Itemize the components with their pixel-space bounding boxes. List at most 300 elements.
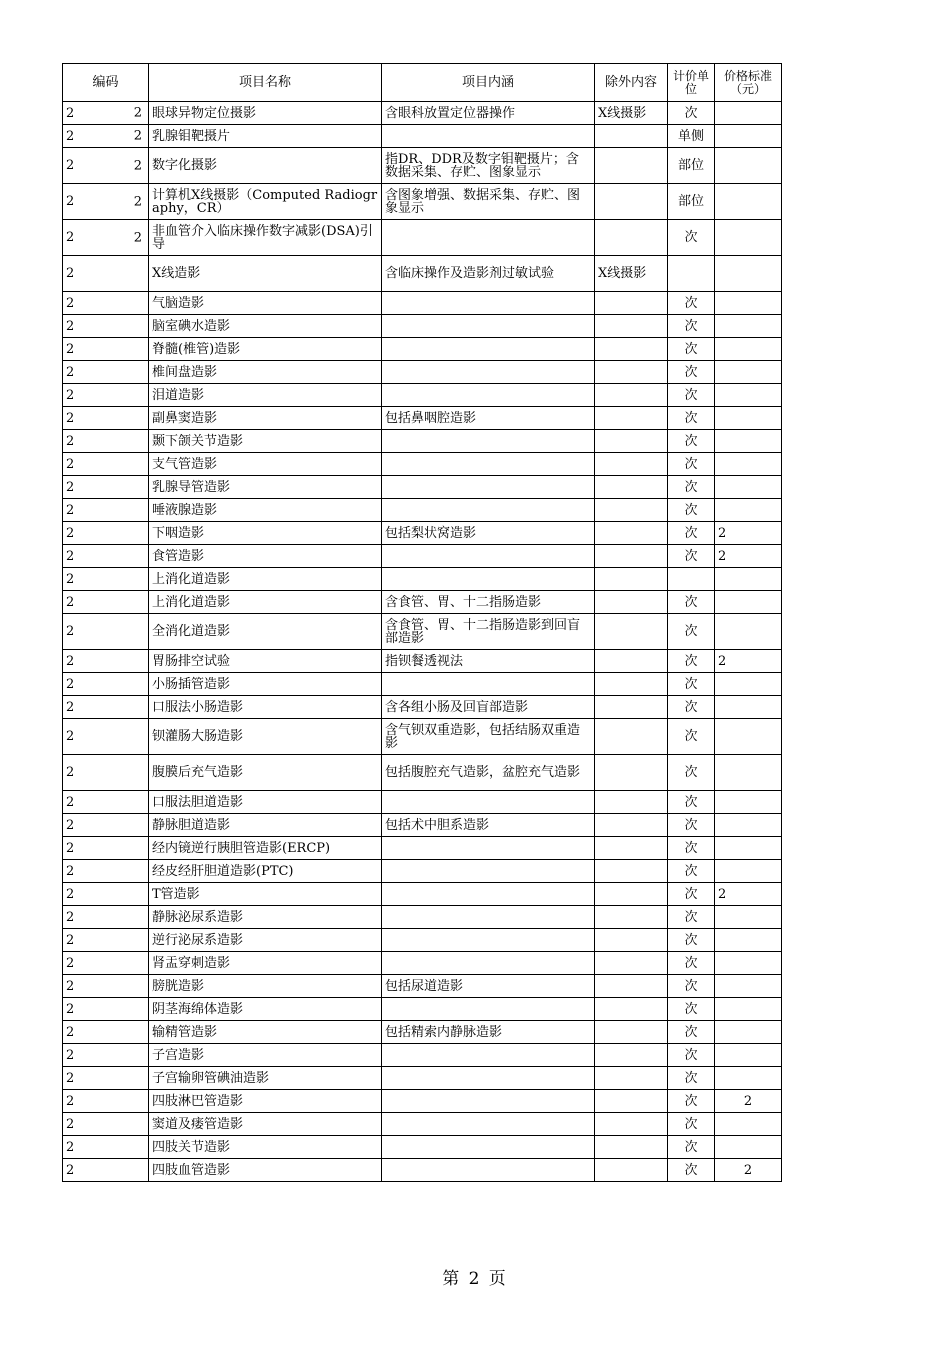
cell-exclusion bbox=[595, 338, 668, 361]
cell-content bbox=[382, 906, 595, 929]
cell-code bbox=[63, 1067, 149, 1090]
cell-name: 子宫输卵管碘油造影 bbox=[149, 1067, 382, 1090]
cell-price: 2 bbox=[715, 522, 782, 545]
cell-exclusion bbox=[595, 1113, 668, 1136]
cell-content bbox=[382, 430, 595, 453]
cell-price bbox=[715, 125, 782, 148]
cell-name: 食管造影 bbox=[149, 545, 382, 568]
table-row bbox=[63, 499, 782, 522]
cell-content bbox=[382, 860, 595, 883]
cell-exclusion bbox=[595, 476, 668, 499]
table-row bbox=[63, 591, 782, 614]
cell-price bbox=[715, 407, 782, 430]
cell-exclusion bbox=[595, 292, 668, 315]
cell-price bbox=[715, 1021, 782, 1044]
table-row bbox=[63, 755, 782, 791]
cell-price bbox=[715, 1113, 782, 1136]
cell-content bbox=[382, 673, 595, 696]
cell-name: 支气管造影 bbox=[149, 453, 382, 476]
cell-unit: 次 bbox=[668, 906, 715, 929]
code-part-a: 2 bbox=[66, 410, 75, 426]
cell-name: 逆行泌尿系造影 bbox=[149, 929, 382, 952]
cell-content bbox=[382, 361, 595, 384]
cell-exclusion bbox=[595, 929, 668, 952]
cell-content bbox=[382, 315, 595, 338]
cell-code bbox=[63, 148, 149, 184]
cell-name: 经皮经肝胆道造影(PTC) bbox=[149, 860, 382, 883]
cell-exclusion bbox=[595, 384, 668, 407]
cell-name: 上消化道造影 bbox=[149, 591, 382, 614]
cell-content bbox=[382, 125, 595, 148]
table-row bbox=[63, 650, 782, 673]
cell-content: 含图象增强、数据采集、存贮、图象显示 bbox=[382, 184, 595, 220]
code-part-a: 2 bbox=[66, 1047, 75, 1063]
table-row bbox=[63, 860, 782, 883]
cell-name: 口服法胆道造影 bbox=[149, 791, 382, 814]
cell-unit: 次 bbox=[668, 650, 715, 673]
cell-content bbox=[382, 453, 595, 476]
cell-unit: 部位 bbox=[668, 148, 715, 184]
cell-name: 乳腺钼靶摄片 bbox=[149, 125, 382, 148]
code-part-a: 2 bbox=[66, 909, 75, 925]
cell-content bbox=[382, 499, 595, 522]
code-part-a: 2 bbox=[66, 571, 75, 587]
cell-content: 包括尿道造影 bbox=[382, 975, 595, 998]
cell-unit bbox=[668, 256, 715, 292]
cell-name: 肾盂穿刺造影 bbox=[149, 952, 382, 975]
cell-exclusion bbox=[595, 673, 668, 696]
cell-code bbox=[63, 814, 149, 837]
cell-name: 数字化摄影 bbox=[149, 148, 382, 184]
cell-price bbox=[715, 315, 782, 338]
cell-unit: 次 bbox=[668, 1136, 715, 1159]
cell-content: 指DR、DDR及数字钼靶摄片；含数据采集、存贮、图象显示 bbox=[382, 148, 595, 184]
cell-price bbox=[715, 906, 782, 929]
cell-name: 非血管介入临床操作数字减影(DSA)引导 bbox=[149, 220, 382, 256]
cell-name: 静脉泌尿系造影 bbox=[149, 906, 382, 929]
table-row bbox=[63, 545, 782, 568]
table-row bbox=[63, 614, 782, 650]
cell-code bbox=[63, 338, 149, 361]
cell-code bbox=[63, 384, 149, 407]
code-part-b: 2 bbox=[133, 158, 142, 173]
cell-code bbox=[63, 102, 149, 125]
cell-code bbox=[63, 952, 149, 975]
table-row bbox=[63, 430, 782, 453]
cell-exclusion bbox=[595, 650, 668, 673]
cell-content: 含眼科放置定位器操作 bbox=[382, 102, 595, 125]
cell-exclusion bbox=[595, 1021, 668, 1044]
code-part-b: 2 bbox=[133, 194, 142, 209]
header-name: 项目名称 bbox=[149, 64, 382, 102]
table-row bbox=[63, 522, 782, 545]
cell-name: 胃肠排空试验 bbox=[149, 650, 382, 673]
code-part-a: 2 bbox=[66, 794, 75, 810]
code-part-a: 2 bbox=[66, 128, 75, 144]
table-row bbox=[63, 719, 782, 755]
cell-exclusion bbox=[595, 1067, 668, 1090]
code-part-a: 2 bbox=[66, 765, 75, 780]
cell-code bbox=[63, 696, 149, 719]
cell-name: 椎间盘造影 bbox=[149, 361, 382, 384]
page-number: 第 2 页 bbox=[442, 1269, 508, 1289]
table-row bbox=[63, 1044, 782, 1067]
cell-exclusion bbox=[595, 125, 668, 148]
cell-unit: 次 bbox=[668, 755, 715, 791]
table-row bbox=[63, 998, 782, 1021]
code-part-a: 2 bbox=[66, 1024, 75, 1040]
cell-price: 2 bbox=[715, 650, 782, 673]
header-price: 价格标准（元） bbox=[715, 64, 782, 102]
code-part-a: 2 bbox=[66, 456, 75, 472]
cell-price bbox=[715, 929, 782, 952]
table-row bbox=[63, 361, 782, 384]
cell-price bbox=[715, 1067, 782, 1090]
code-part-a: 2 bbox=[66, 525, 75, 541]
cell-code bbox=[63, 591, 149, 614]
table-row bbox=[63, 148, 782, 184]
cell-content bbox=[382, 1113, 595, 1136]
cell-exclusion bbox=[595, 614, 668, 650]
cell-exclusion bbox=[595, 883, 668, 906]
cell-unit: 次 bbox=[668, 860, 715, 883]
cell-unit: 次 bbox=[668, 1067, 715, 1090]
cell-exclusion bbox=[595, 315, 668, 338]
cell-code bbox=[63, 837, 149, 860]
cell-name: 口服法小肠造影 bbox=[149, 696, 382, 719]
table-row bbox=[63, 975, 782, 998]
cell-exclusion bbox=[595, 522, 668, 545]
cell-unit: 次 bbox=[668, 102, 715, 125]
code-part-a: 2 bbox=[66, 1070, 75, 1086]
cell-unit: 次 bbox=[668, 673, 715, 696]
cell-unit: 次 bbox=[668, 430, 715, 453]
code-part-a: 2 bbox=[66, 1001, 75, 1017]
table-body bbox=[63, 102, 782, 1182]
cell-unit: 次 bbox=[668, 407, 715, 430]
cell-unit: 次 bbox=[668, 614, 715, 650]
cell-unit: 次 bbox=[668, 975, 715, 998]
cell-price bbox=[715, 292, 782, 315]
table-row bbox=[63, 929, 782, 952]
cell-content: 包括腹腔充气造影，盆腔充气造影 bbox=[382, 755, 595, 791]
cell-code bbox=[63, 453, 149, 476]
code-part-a: 2 bbox=[66, 230, 75, 245]
cell-content: 含食管、胃、十二指肠造影 bbox=[382, 591, 595, 614]
cell-unit: 次 bbox=[668, 361, 715, 384]
cell-code bbox=[63, 719, 149, 755]
code-part-a: 2 bbox=[66, 676, 75, 692]
cell-code bbox=[63, 315, 149, 338]
cell-name: 阴茎海绵体造影 bbox=[149, 998, 382, 1021]
cell-code bbox=[63, 407, 149, 430]
cell-name: 经内镜逆行胰胆管造影(ERCP) bbox=[149, 837, 382, 860]
code-part-a: 2 bbox=[66, 729, 75, 744]
table-row bbox=[63, 453, 782, 476]
cell-exclusion bbox=[595, 1090, 668, 1113]
table-row bbox=[63, 256, 782, 292]
table-row bbox=[63, 384, 782, 407]
cell-unit: 次 bbox=[668, 1021, 715, 1044]
code-part-a: 2 bbox=[66, 624, 75, 639]
cell-exclusion bbox=[595, 860, 668, 883]
table-row bbox=[63, 292, 782, 315]
table-row bbox=[63, 102, 782, 125]
cell-price bbox=[715, 614, 782, 650]
cell-price bbox=[715, 430, 782, 453]
table-row bbox=[63, 568, 782, 591]
cell-unit: 次 bbox=[668, 453, 715, 476]
cell-code bbox=[63, 220, 149, 256]
cell-content bbox=[382, 791, 595, 814]
cell-code bbox=[63, 476, 149, 499]
cell-content bbox=[382, 837, 595, 860]
code-part-a: 2 bbox=[66, 1116, 75, 1132]
cell-content bbox=[382, 998, 595, 1021]
cell-price bbox=[715, 860, 782, 883]
code-part-a: 2 bbox=[66, 502, 75, 518]
code-part-a: 2 bbox=[66, 594, 75, 610]
cell-price bbox=[715, 476, 782, 499]
cell-price bbox=[715, 719, 782, 755]
cell-exclusion: X线摄影 bbox=[595, 256, 668, 292]
cell-price: 2 bbox=[715, 1159, 782, 1182]
cell-price bbox=[715, 975, 782, 998]
cell-code bbox=[63, 614, 149, 650]
table-row bbox=[63, 407, 782, 430]
table-row bbox=[63, 476, 782, 499]
cell-code bbox=[63, 998, 149, 1021]
cell-name: 腹膜后充气造影 bbox=[149, 755, 382, 791]
cell-price bbox=[715, 1136, 782, 1159]
table-row bbox=[63, 1067, 782, 1090]
table-row bbox=[63, 883, 782, 906]
cell-exclusion bbox=[595, 1136, 668, 1159]
table-row bbox=[63, 220, 782, 256]
code-part-a: 2 bbox=[66, 387, 75, 403]
cell-unit: 次 bbox=[668, 315, 715, 338]
cell-exclusion bbox=[595, 975, 668, 998]
cell-name: 泪道造影 bbox=[149, 384, 382, 407]
cell-content bbox=[382, 220, 595, 256]
cell-code bbox=[63, 673, 149, 696]
cell-content bbox=[382, 568, 595, 591]
header-unit: 计价单位 bbox=[668, 64, 715, 102]
cell-name: 四肢关节造影 bbox=[149, 1136, 382, 1159]
cell-name: 计算机X线摄影（Computed Radiography，CR） bbox=[149, 184, 382, 220]
cell-content: 指钡餐透视法 bbox=[382, 650, 595, 673]
cell-price bbox=[715, 814, 782, 837]
cell-code bbox=[63, 545, 149, 568]
cell-price bbox=[715, 1044, 782, 1067]
cell-unit: 次 bbox=[668, 696, 715, 719]
cell-unit: 次 bbox=[668, 591, 715, 614]
cell-price bbox=[715, 148, 782, 184]
cell-price: 2 bbox=[715, 1090, 782, 1113]
cell-content: 包括鼻咽腔造影 bbox=[382, 407, 595, 430]
cell-exclusion bbox=[595, 906, 668, 929]
cell-price bbox=[715, 256, 782, 292]
code-part-a: 2 bbox=[66, 318, 75, 334]
cell-name: 唾液腺造影 bbox=[149, 499, 382, 522]
cell-unit: 次 bbox=[668, 499, 715, 522]
cell-price bbox=[715, 952, 782, 975]
cell-unit: 次 bbox=[668, 476, 715, 499]
table-row bbox=[63, 1090, 782, 1113]
cell-content: 包括术中胆系造影 bbox=[382, 814, 595, 837]
cell-content bbox=[382, 338, 595, 361]
cell-name: 子宫造影 bbox=[149, 1044, 382, 1067]
table-row bbox=[63, 315, 782, 338]
table-row bbox=[63, 814, 782, 837]
cell-price bbox=[715, 837, 782, 860]
table-row bbox=[63, 952, 782, 975]
cell-code bbox=[63, 125, 149, 148]
cell-unit: 单侧 bbox=[668, 125, 715, 148]
code-part-a: 2 bbox=[66, 840, 75, 856]
cell-content bbox=[382, 1159, 595, 1182]
cell-price bbox=[715, 791, 782, 814]
cell-exclusion bbox=[595, 1159, 668, 1182]
cell-unit: 次 bbox=[668, 292, 715, 315]
code-part-a: 2 bbox=[66, 105, 75, 121]
cell-content bbox=[382, 1044, 595, 1067]
code-part-b: 2 bbox=[133, 230, 142, 245]
code-part-a: 2 bbox=[66, 817, 75, 833]
cell-name: 颞下颌关节造影 bbox=[149, 430, 382, 453]
cell-content bbox=[382, 952, 595, 975]
cell-code bbox=[63, 522, 149, 545]
cell-exclusion bbox=[595, 430, 668, 453]
cell-price bbox=[715, 361, 782, 384]
cell-name: 气脑造影 bbox=[149, 292, 382, 315]
cell-content: 含各组小肠及回盲部造影 bbox=[382, 696, 595, 719]
cell-name: 四肢血管造影 bbox=[149, 1159, 382, 1182]
cell-content bbox=[382, 929, 595, 952]
cell-code bbox=[63, 1044, 149, 1067]
cell-price bbox=[715, 220, 782, 256]
cell-unit: 次 bbox=[668, 1159, 715, 1182]
cell-name: 脑室碘水造影 bbox=[149, 315, 382, 338]
cell-unit: 次 bbox=[668, 814, 715, 837]
code-part-a: 2 bbox=[66, 978, 75, 994]
cell-exclusion bbox=[595, 696, 668, 719]
cell-price bbox=[715, 673, 782, 696]
cell-name: X线造影 bbox=[149, 256, 382, 292]
table-row bbox=[63, 184, 782, 220]
cell-unit: 次 bbox=[668, 1090, 715, 1113]
cell-price bbox=[715, 755, 782, 791]
cell-name: 四肢淋巴管造影 bbox=[149, 1090, 382, 1113]
cell-name: 静脉胆道造影 bbox=[149, 814, 382, 837]
cell-exclusion bbox=[595, 591, 668, 614]
cell-code bbox=[63, 650, 149, 673]
cell-price: 2 bbox=[715, 545, 782, 568]
cell-name: 眼球异物定位摄影 bbox=[149, 102, 382, 125]
cell-code bbox=[63, 361, 149, 384]
cell-code bbox=[63, 1090, 149, 1113]
table-row bbox=[63, 125, 782, 148]
cell-name: 钡灌肠大肠造影 bbox=[149, 719, 382, 755]
cell-content: 包括梨状窝造影 bbox=[382, 522, 595, 545]
cell-code bbox=[63, 430, 149, 453]
cell-exclusion bbox=[595, 184, 668, 220]
cell-exclusion bbox=[595, 453, 668, 476]
cell-exclusion bbox=[595, 568, 668, 591]
cell-name: 小肠插管造影 bbox=[149, 673, 382, 696]
cell-content bbox=[382, 1090, 595, 1113]
cell-code bbox=[63, 568, 149, 591]
code-part-a: 2 bbox=[66, 479, 75, 495]
cell-exclusion bbox=[595, 407, 668, 430]
cell-unit: 次 bbox=[668, 384, 715, 407]
cell-code bbox=[63, 1113, 149, 1136]
cell-exclusion bbox=[595, 755, 668, 791]
cell-name: 脊髓(椎管)造影 bbox=[149, 338, 382, 361]
cell-code bbox=[63, 292, 149, 315]
cell-price bbox=[715, 499, 782, 522]
code-part-a: 2 bbox=[66, 266, 75, 281]
header-row bbox=[63, 64, 782, 102]
cell-exclusion bbox=[595, 719, 668, 755]
code-part-a: 2 bbox=[66, 194, 75, 209]
cell-unit: 次 bbox=[668, 998, 715, 1021]
cell-unit: 次 bbox=[668, 338, 715, 361]
cell-content bbox=[382, 476, 595, 499]
cell-exclusion: X线摄影 bbox=[595, 102, 668, 125]
cell-unit: 次 bbox=[668, 1113, 715, 1136]
cell-exclusion bbox=[595, 998, 668, 1021]
cell-unit: 次 bbox=[668, 1044, 715, 1067]
code-part-a: 2 bbox=[66, 364, 75, 380]
cell-price bbox=[715, 696, 782, 719]
cell-unit: 次 bbox=[668, 719, 715, 755]
table-row bbox=[63, 673, 782, 696]
cell-name: 输精管造影 bbox=[149, 1021, 382, 1044]
cell-name: 副鼻窦造影 bbox=[149, 407, 382, 430]
code-part-b: 2 bbox=[133, 128, 142, 144]
cell-exclusion bbox=[595, 545, 668, 568]
cell-exclusion bbox=[595, 148, 668, 184]
cell-exclusion bbox=[595, 791, 668, 814]
code-part-a: 2 bbox=[66, 653, 75, 669]
cell-unit: 次 bbox=[668, 837, 715, 860]
cell-exclusion bbox=[595, 837, 668, 860]
cell-exclusion bbox=[595, 220, 668, 256]
code-part-a: 2 bbox=[66, 699, 75, 715]
cell-code bbox=[63, 755, 149, 791]
cell-unit: 次 bbox=[668, 220, 715, 256]
table-row bbox=[63, 1159, 782, 1182]
cell-content: 含气钡双重造影，包括结肠双重造影 bbox=[382, 719, 595, 755]
cell-code bbox=[63, 860, 149, 883]
cell-name: 乳腺导管造影 bbox=[149, 476, 382, 499]
table-row bbox=[63, 1021, 782, 1044]
cell-unit: 次 bbox=[668, 883, 715, 906]
cell-exclusion bbox=[595, 499, 668, 522]
cell-content: 包括精索内静脉造影 bbox=[382, 1021, 595, 1044]
cell-code bbox=[63, 929, 149, 952]
cell-price bbox=[715, 384, 782, 407]
cell-name: 下咽造影 bbox=[149, 522, 382, 545]
cell-unit: 次 bbox=[668, 522, 715, 545]
cell-unit: 部位 bbox=[668, 184, 715, 220]
cell-name: 膀胱造影 bbox=[149, 975, 382, 998]
cell-exclusion bbox=[595, 814, 668, 837]
cell-code bbox=[63, 1021, 149, 1044]
cell-code bbox=[63, 256, 149, 292]
cell-exclusion bbox=[595, 1044, 668, 1067]
